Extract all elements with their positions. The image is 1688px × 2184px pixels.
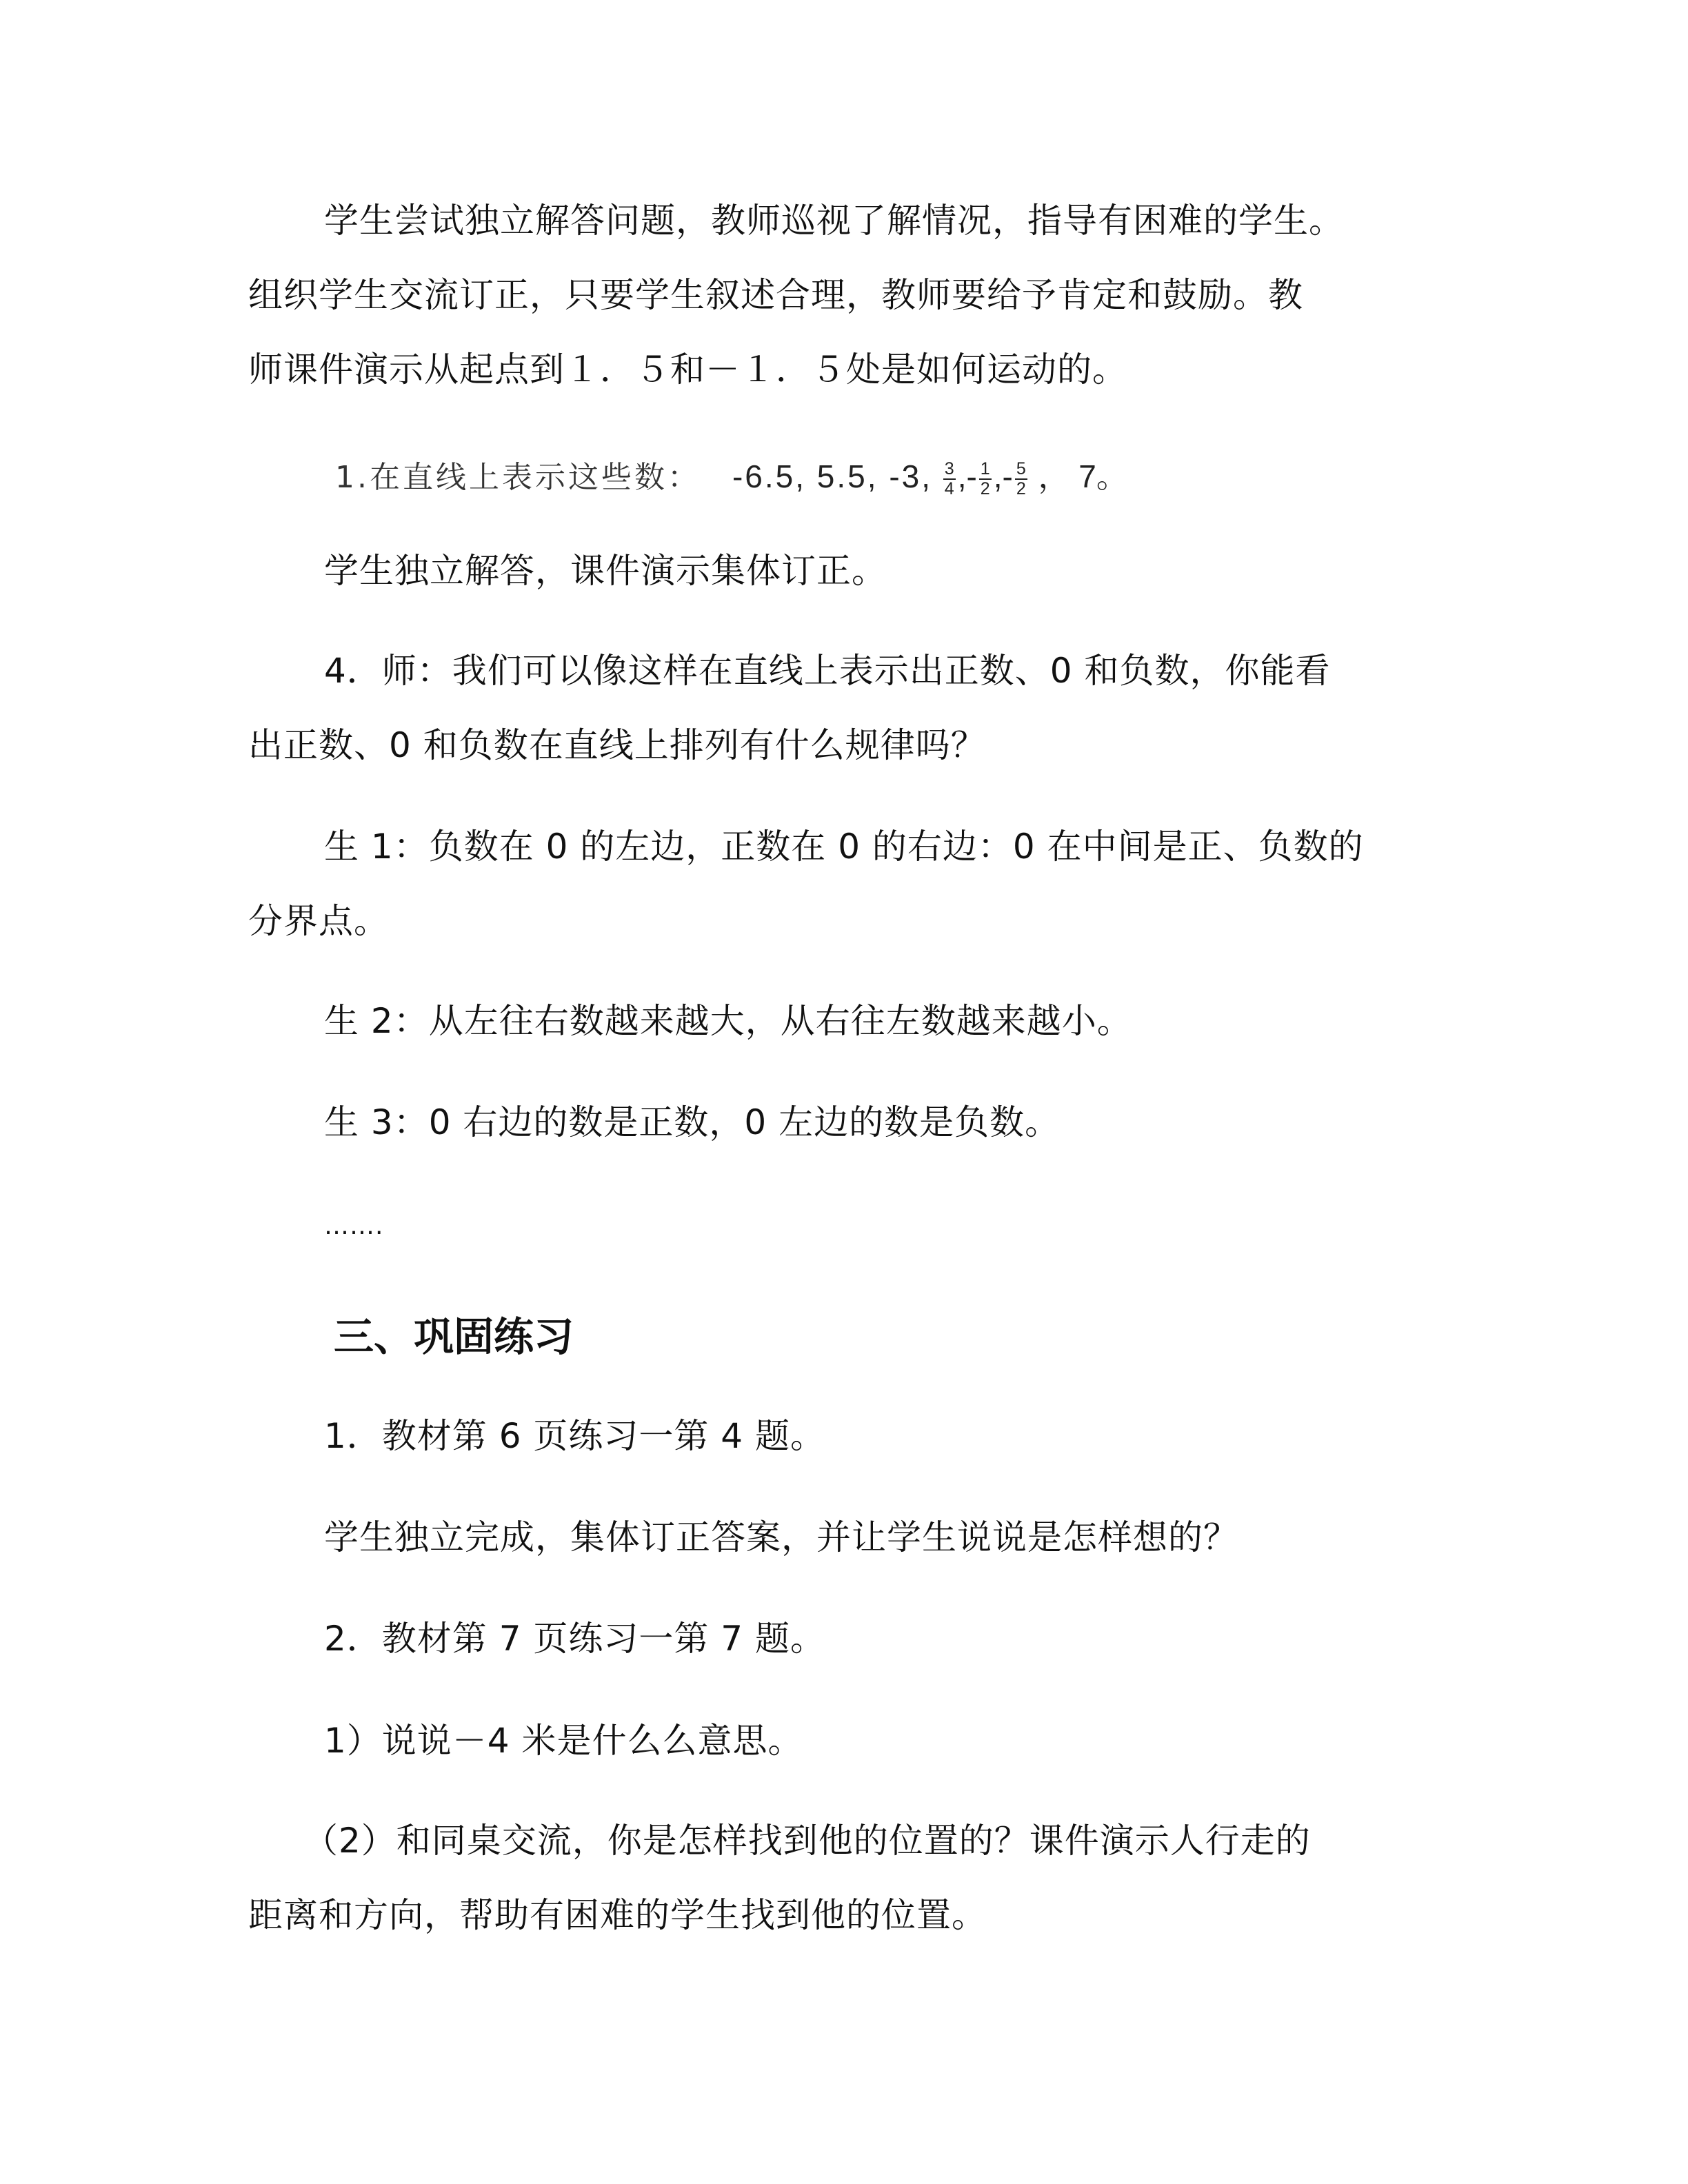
paragraph-line: 师课件演示从起点到１．５和－１．５处是如何运动的。 <box>248 350 1127 390</box>
fraction-denominator: 4 <box>944 478 954 498</box>
paragraph-line: 学生独立解答，课件演示集体订正。 <box>324 551 887 591</box>
exercise-item: 2．教材第 7 页练习一第 7 题。 <box>324 1619 826 1659</box>
separator: ,- <box>993 458 1013 494</box>
fraction-numerator: 5 <box>1016 458 1026 478</box>
fraction-numerator: 3 <box>944 458 954 478</box>
ellipsis: ……. <box>324 1212 384 1240</box>
task-prefix: 1.在直线上表示这些数： <box>335 460 701 495</box>
separator: ,- <box>957 458 977 494</box>
task-tail: ， 7。 <box>1038 458 1128 494</box>
exercise-question: 1）说说－4 米是什么么意思。 <box>324 1721 803 1761</box>
paragraph-line: 组织学生交流订正，只要学生叙述合理，教师要给予肯定和鼓励。教 <box>248 275 1303 315</box>
paragraph-line: 分界点。 <box>248 901 389 941</box>
fraction-numerator: 1 <box>980 458 990 478</box>
fraction-one-half <box>979 458 992 498</box>
fraction-denominator: 2 <box>980 478 990 498</box>
fraction-three-quarters <box>943 458 956 498</box>
paragraph-line: 学生尝试独立解答问题，教师巡视了解情况，指导有困难的学生。 <box>324 201 1344 241</box>
section-heading: 三、巩固练习 <box>334 1313 574 1360</box>
number-line-task <box>335 452 1128 498</box>
paragraph-line: 生 2：从左往右数越来越大，从右往左数越来越小。 <box>324 1001 1132 1041</box>
task-values: -6.5, 5.5, -3, <box>732 458 932 494</box>
paragraph-line: 生 1：负数在 0 的左边，正数在 0 的右边：0 在中间是正、负数的 <box>324 827 1364 867</box>
paragraph-line: 学生独立完成，集体订正答案，并让学生说说是怎样想的？ <box>324 1517 1238 1557</box>
exercise-item: 1．教材第 6 页练习一第 4 题。 <box>324 1416 826 1456</box>
paragraph-line: 4．师：我们可以像这样在直线上表示出正数、0 和负数，你能看 <box>324 651 1331 691</box>
exercise-question: （2）和同桌交流，你是怎样找到他的位置的？课件演示人行走的 <box>303 1821 1311 1861</box>
fraction-denominator: 2 <box>1016 478 1026 498</box>
paragraph-line: 生 3：0 右边的数是正数，0 左边的数是负数。 <box>324 1102 1061 1142</box>
paragraph-line: 距离和方向，帮助有困难的学生找到他的位置。 <box>248 1895 987 1935</box>
paragraph-line: 出正数、0 和负数在直线上排列有什么规律吗？ <box>248 725 986 765</box>
fraction-five-halves <box>1015 458 1027 498</box>
